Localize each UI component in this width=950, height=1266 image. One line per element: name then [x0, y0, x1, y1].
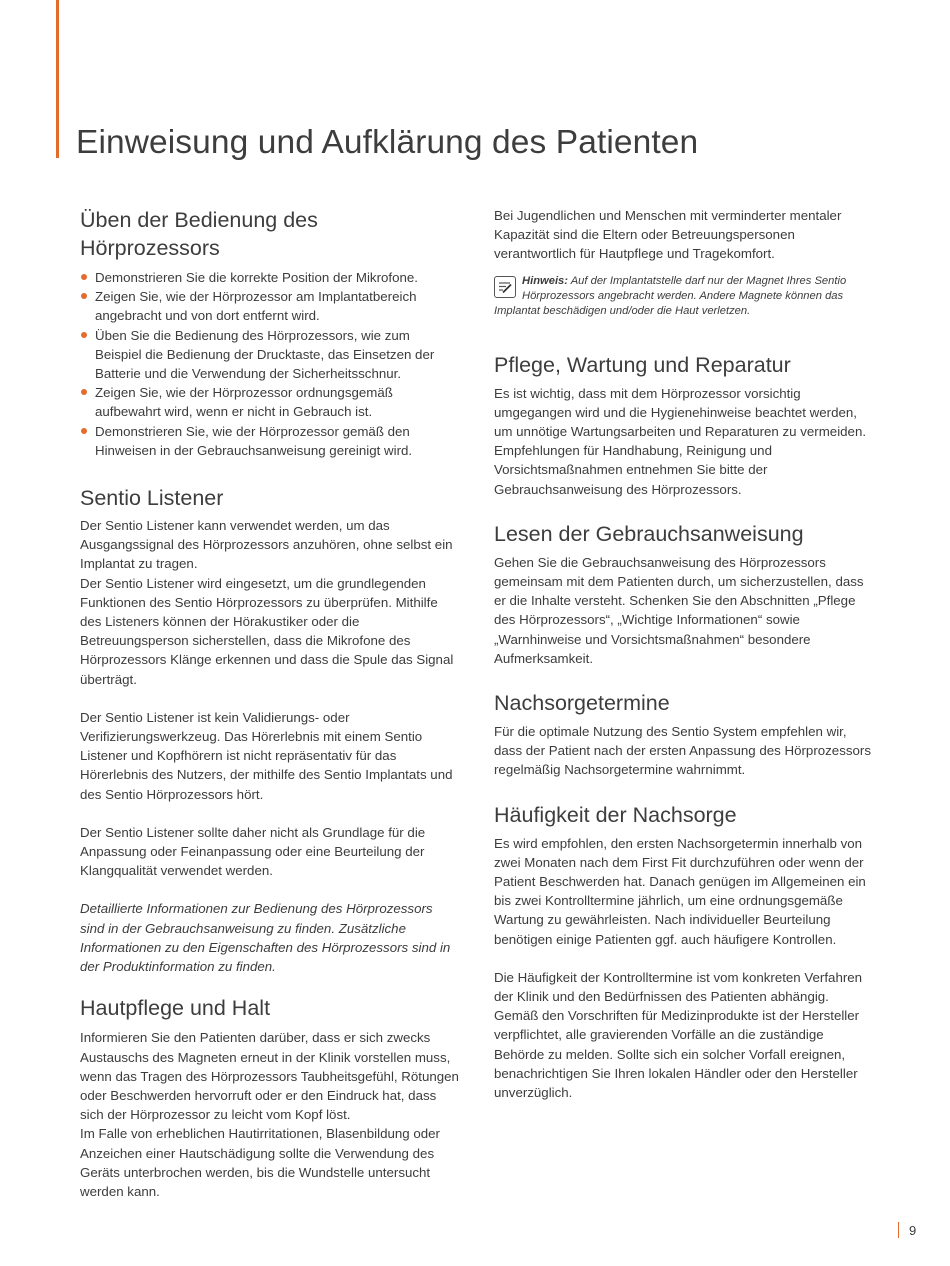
- paragraph: Für die optimale Nutzung des Sentio System empfehlen wir, dass der Patient nach der ersten Anpassung des Hörprozessors regelmäßig Nachsorgetermine wahrnimmt.: [494, 724, 871, 778]
- bullet-list: [80, 268, 460, 460]
- section-heading: Lesen der Gebrauchsanweisung: [494, 521, 804, 546]
- section-heading: Sentio Listener: [80, 486, 224, 511]
- paragraph: Der Sentio Listener wird eingesetzt, um die grundlegenden Funktionen des Sentio Hörprozessors zu überprüfen. Mithilfe des Listeners können der Hörakustiker oder die Betreuungsperson sicherstellen, dass die Mikrofone des Hörprozessors Klänge erkennen und dass die Spule das Signal überträgt.: [80, 575, 454, 687]
- note-label: Hinweis:: [522, 274, 569, 287]
- page-number: 9: [898, 1222, 916, 1238]
- paragraph: Es wird empfohlen, den ersten Nachsorgetermin innerhalb von zwei Monaten nach dem First Fit durchzuführen oder wenn der Patient Beschwerden hat. Danach genügen im Allgemeinen ein bis zwei Kontrolltermine jährlich, um eine ordnungsgemäße Wartung zu gewährleisten. Nach individueller Beurteilung benötigen einige Patienten ggf. auch häufigere Kontrollen.: [494, 835, 866, 947]
- section-heading: Hautpflege und Halt: [80, 996, 271, 1021]
- paragraph: Es ist wichtig, dass mit dem Hörprozessor vorsichtig umgegangen wird und die Hygienehinweise beachtet werden, um unnötige Wartungsarbeiten und Reparaturen zu vermeiden. Empfehlungen für Handhabung, Reinigung und Vorsichtsmaßnahmen entnehmen Sie bitte der Gebrauchsanweisung des Hörprozessors.: [494, 385, 867, 497]
- paragraph: Gemäß den Vorschriften für Medizinprodukte ist der Hersteller verpflichtet, alle gravierenden Vorfälle an die zuständige Behörde zu melden. Sollte sich ein solcher Vorfall ereignen, benachrichtigen Sie Ihren lokalen Händler oder den Hersteller unverzüglich.: [494, 1008, 860, 1101]
- section-pflege-wartung: [494, 351, 876, 499]
- section-haeufigkeit-nachsorge: [494, 801, 876, 1103]
- accent-bar: [56, 0, 59, 158]
- list-item: Zeigen Sie, wie der Hörprozessor am Implantatbereich angebracht und von dort entfernt wird.: [80, 287, 460, 325]
- paragraph: Im Falle von erheblichen Hautirritationen, Blasenbildung oder Anzeichen einer Hautschädigung sollte die Verwendung des Geräts unterbrochen werden, bis die Wundstelle untersucht werden kann.: [80, 1126, 440, 1199]
- section-hautpflege: [80, 994, 460, 1201]
- paragraph: Informieren Sie den Patienten darüber, dass er sich zwecks Austauschs des Magneten erneut in der Klinik vorstellen muss, wenn das Tragen des Hörprozessors Taubheitsgefühl, Rötungen oder Beschwerden hervorruft oder er den Eindruck hat, dass sich der Hörprozessor zu leicht vom Kopf löst.: [80, 1030, 459, 1123]
- section-heading: Häufigkeit der Nachsorge: [494, 802, 737, 827]
- paragraph: Gehen Sie die Gebrauchsanweisung des Hörprozessors gemeinsam mit dem Patienten durch, um sicherzustellen, dass er die Inhalte versteht. Schenken Sie den Abschnitten „Pflege des Hörprozessors“, „Wichtige Informationen“ sowie „Warnhinweise und Vorsichtsmaßnahmen“ besondere Aufmerksamkeit.: [494, 554, 864, 666]
- list-item: Demonstrieren Sie, wie der Hörprozessor gemäß den Hinweisen in der Gebrauchsanweisung gereinigt wird.: [80, 422, 460, 460]
- paragraph: Der Sentio Listener ist kein Validierungs- oder Verifizierungswerkzeug. Das Hörerlebnis mit einem Sentio Listener und Kopfhörern ist nicht repräsentativ für das Hörerlebnis des Nutzers, der mithilfe des Sentio Implantats und des Sentio Hörprozessors hört.: [80, 709, 453, 802]
- note-pencil-icon: [494, 276, 516, 298]
- note-text: Auf der Implantatstelle darf nur der Magnet Ihres Sentio Hörprozessors angebracht werden. Andere Magnete können das Implantat beschädigen und/oder die Haut verletzen.: [494, 274, 847, 317]
- section-sentio-listener: [80, 484, 460, 976]
- paragraph: Der Sentio Listener kann verwendet werden, um das Ausgangssignal des Hörprozessors anzuhören, ohne selbst ein Implantat zu tragen.: [80, 518, 453, 572]
- paragraph-italic: Detaillierte Informationen zur Bedienung des Hörprozessors sind in der Gebrauchsanweisung zu finden. Zusätzliche Informationen zu den Eigenschaften des Hörprozessors sind in der Produktinformation zu finden.: [80, 901, 451, 975]
- section-heading: Pflege, Wartung und Reparatur: [494, 352, 791, 377]
- page-title: Einweisung und Aufklärung des Patienten: [76, 124, 699, 161]
- section-heading: Üben der Bedienung des Hörprozessors: [80, 208, 318, 260]
- section-gebrauchsanweisung: [494, 520, 876, 668]
- paragraph: Der Sentio Listener sollte daher nicht als Grundlage für die Anpassung oder Feinanpassung oder eine Beurteilung der Klangqualität verwendet werden.: [80, 824, 426, 879]
- list-item: Üben Sie die Bedienung des Hörprozessors, wie zum Beispiel die Bedienung der Drucktaste, das Einsetzen der Batterie und die Verwendung der Sicherheitsschnur.: [80, 326, 460, 384]
- right-column: [494, 206, 876, 1102]
- section-nachsorgetermine: [494, 689, 876, 780]
- list-item: Zeigen Sie, wie der Hörprozessor ordnungsgemäß aufbewahrt wird, wenn er nicht in Gebrauch ist.: [80, 383, 460, 421]
- left-column: [80, 206, 460, 1201]
- paragraph: Bei Jugendlichen und Menschen mit verminderter mentaler Kapazität sind die Eltern oder Betreuungspersonen verantwortlich für Hautpflege und Tragekomfort.: [494, 208, 842, 262]
- note-box: [494, 274, 876, 319]
- section-hoerprozessor-bedienung: [80, 206, 460, 460]
- section-heading: Nachsorgetermine: [494, 691, 670, 716]
- paragraph: Die Häufigkeit der Kontrolltermine ist vom konkreten Verfahren der Klinik und den Bedürfnissen des Patienten abhängig.: [494, 969, 863, 1005]
- list-item: Demonstrieren Sie die korrekte Position der Mikrofone.: [80, 268, 460, 287]
